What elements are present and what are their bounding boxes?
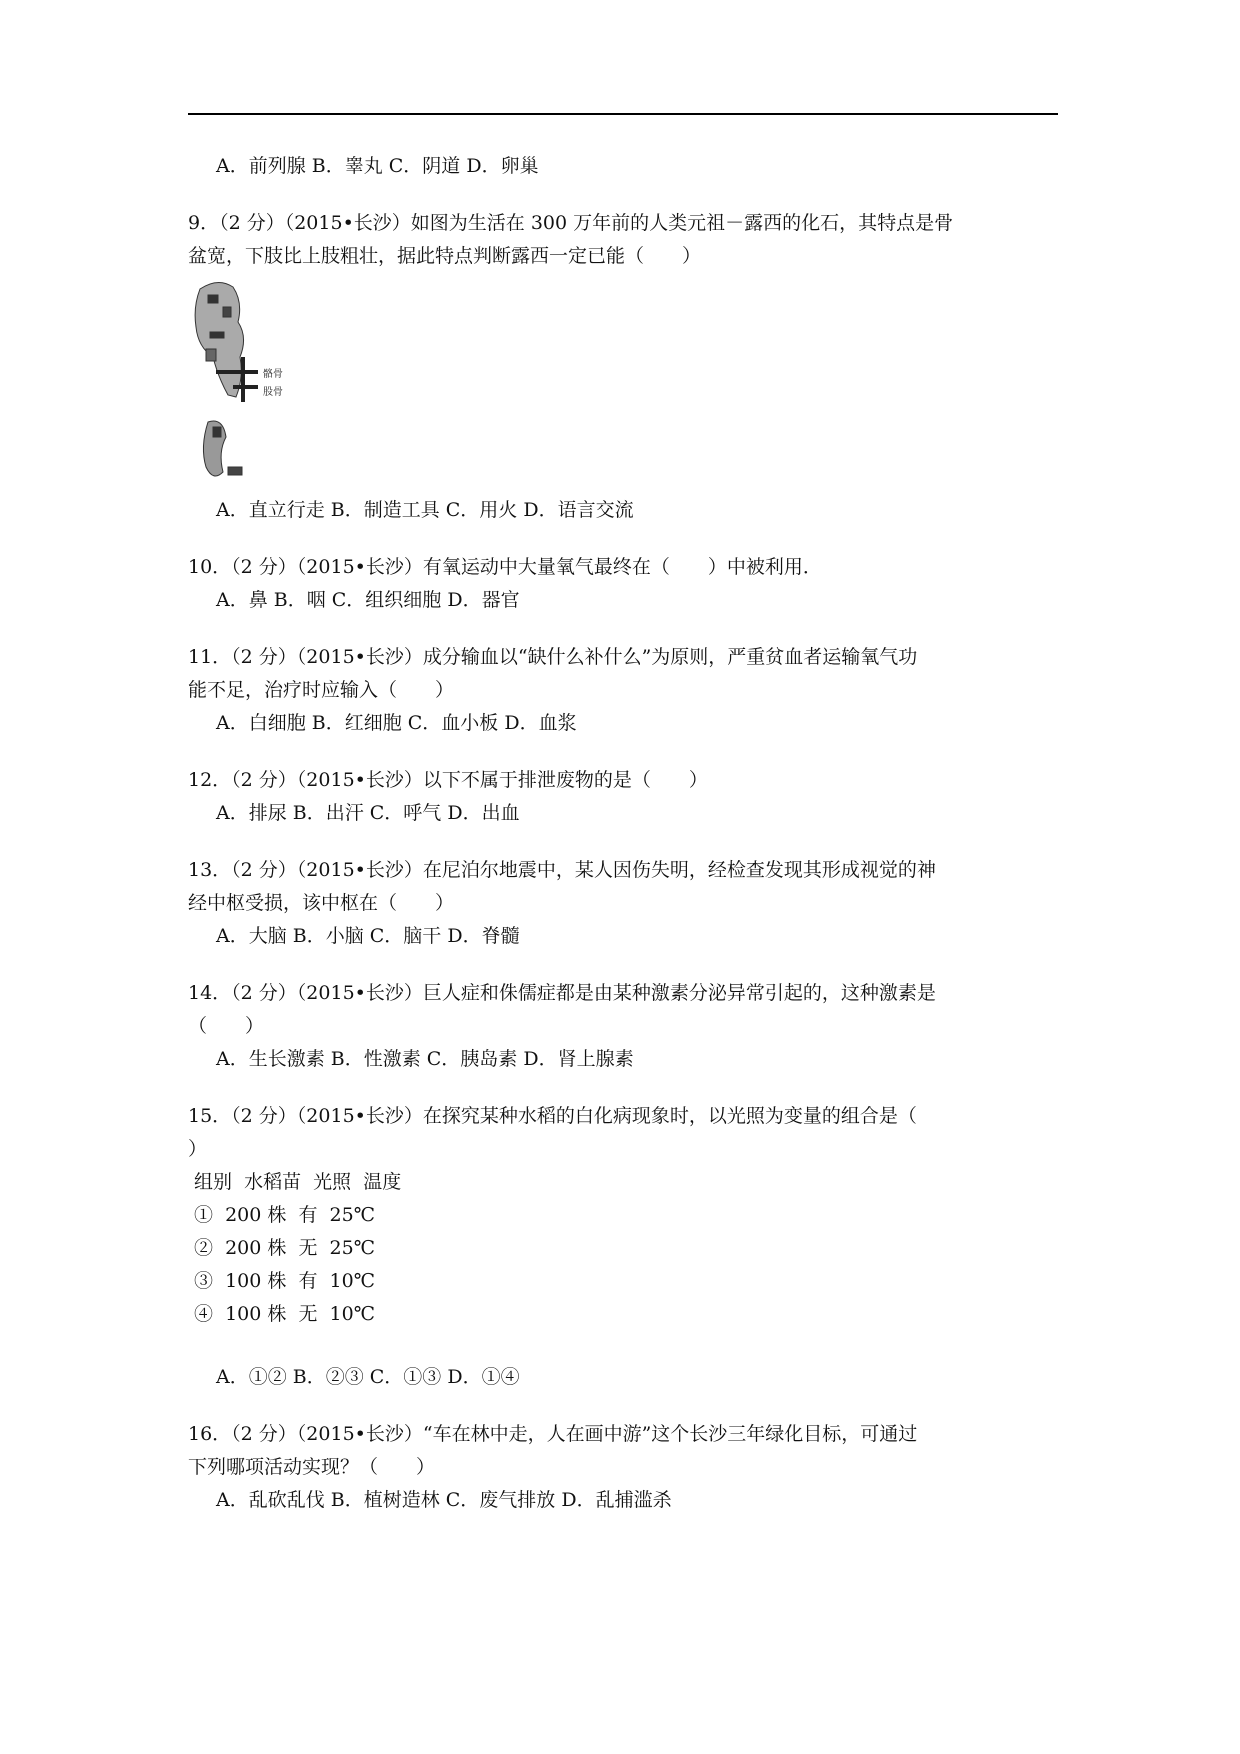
fig-label-femur: 股骨 xyxy=(263,387,283,398)
question-15-table xyxy=(188,1166,1058,1331)
question-12-options: A．排尿 B．出汗 C．呼气 D．出血 xyxy=(216,802,520,824)
question-15 xyxy=(188,1100,1058,1394)
lucy-fossil-figure xyxy=(188,277,313,492)
table-row: ② 200 株 无 25℃ xyxy=(194,1237,375,1259)
question-16-stem-line-1: 16．（2 分）（2015•长沙）“车在林中走，人在画中游”这个长沙三年绿化目标，可通过 xyxy=(188,1423,918,1445)
question-9-stem-line-1: 9．（2 分）（2015•长沙）如图为生活在 300 万年前的人类元祖－露西的化石，其特点是骨 xyxy=(188,212,954,234)
question-16-stem-line-2: 下列哪项活动实现？（ ） xyxy=(188,1456,436,1478)
question-11-stem-line-2: 能不足，治疗时应输入（ ） xyxy=(188,679,455,701)
question-15-options: A．①② B．②③ C．①③ D．①④ xyxy=(216,1366,520,1388)
question-14-options: A．生长激素 B．性激素 C．胰岛素 D．肾上腺素 xyxy=(216,1048,634,1070)
question-12-stem-line-1: 12．（2 分）（2015•长沙）以下不属于排泄废物的是（ ） xyxy=(188,769,708,791)
question-15-stem-line-1: 15．（2 分）（2015•长沙）在探究某种水稻的白化病现象时，以光照为变量的组合是（ xyxy=(188,1105,917,1127)
table-row: ③ 100 株 有 10℃ xyxy=(194,1270,375,1292)
question-16 xyxy=(188,1418,1058,1517)
question-13 xyxy=(188,854,1058,953)
question-13-options: A．大脑 B．小脑 C．脑干 D．脊髓 xyxy=(216,925,520,947)
prev-question-options: A．前列腺 B．睾丸 C．阴道 D．卵巢 xyxy=(216,155,539,177)
question-9-stem-line-2: 盆宽，下肢比上肢粗壮，据此特点判断露西一定已能（ ） xyxy=(188,245,702,267)
table-row: ① 200 株 有 25℃ xyxy=(194,1204,375,1226)
question-10-stem-line-1: 10．（2 分）（2015•长沙）有氧运动中大量氧气最终在（ ）中被利用． xyxy=(188,556,822,578)
question-15-stem-line-2: ） xyxy=(188,1138,208,1160)
question-14-stem-line-1: 14．（2 分）（2015•长沙）巨人症和侏儒症都是由某种激素分泌异常引起的，这种激素是 xyxy=(188,982,936,1004)
table-header-row: 组别 水稻苗 光照 温度 xyxy=(194,1171,402,1193)
header-rule xyxy=(188,113,1058,115)
question-13-stem-line-2: 经中枢受损，该中枢在（ ） xyxy=(188,892,455,914)
question-14-stem-line-2: （ ） xyxy=(188,1015,265,1037)
question-10 xyxy=(188,551,1058,617)
question-11 xyxy=(188,641,1058,740)
question-11-options: A．白细胞 B．红细胞 C．血小板 D．血浆 xyxy=(216,712,577,734)
question-16-options: A．乱砍乱伐 B．植树造林 C．废气排放 D．乱捕滥杀 xyxy=(216,1489,672,1511)
question-13-stem-line-1: 13．（2 分）（2015•长沙）在尼泊尔地震中，某人因伤失明，经检查发现其形成视觉的神 xyxy=(188,859,936,881)
question-10-options: A．鼻 B．咽 C．组织细胞 D．器官 xyxy=(216,589,520,611)
question-9 xyxy=(188,207,1058,527)
question-12 xyxy=(188,764,1058,830)
question-9-options: A．直立行走 B．制造工具 C．用火 D．语言交流 xyxy=(216,499,634,521)
question-14 xyxy=(188,977,1058,1076)
exam-page xyxy=(188,150,1058,1517)
question-11-stem-line-1: 11．（2 分）（2015•长沙）成分输血以“缺什么补什么”为原则，严重贫血者运输氧气功 xyxy=(188,646,918,668)
fig-label-ilium: 骼骨 xyxy=(263,369,283,380)
table-row: ④ 100 株 无 10℃ xyxy=(194,1303,375,1325)
spacer xyxy=(188,1331,1058,1361)
